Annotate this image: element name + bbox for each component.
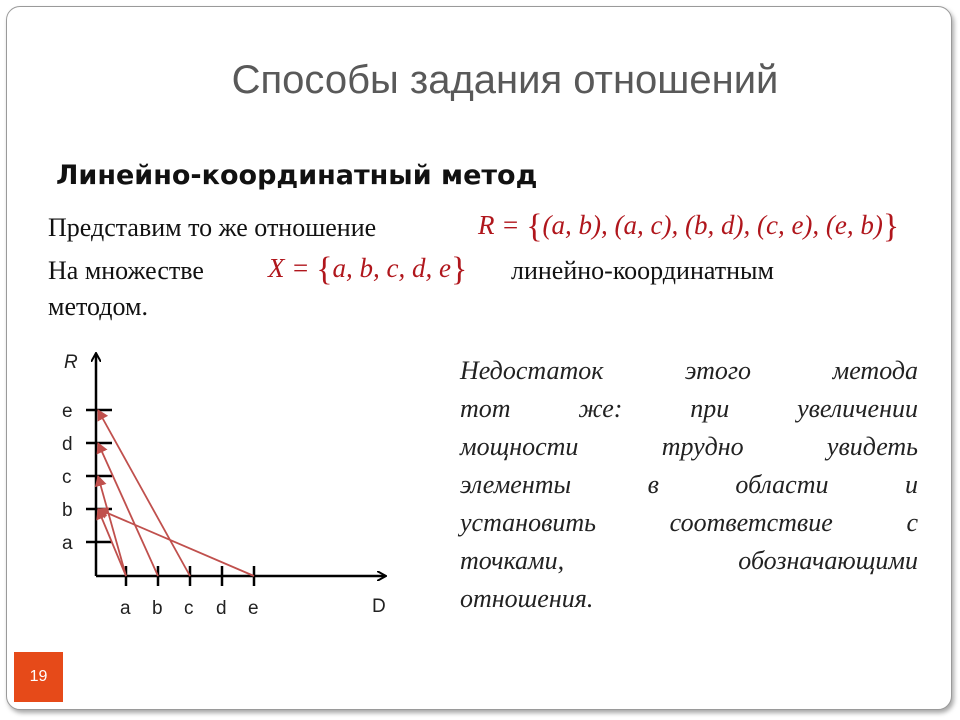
y-tick-label-e: e <box>62 401 73 422</box>
text-line-2 <box>48 256 204 286</box>
y-tick-label-d: d <box>62 434 73 455</box>
formula-r-close-brace: } <box>882 208 900 245</box>
x-axis-label: D <box>372 596 386 617</box>
formula-x-lhs: X = <box>268 253 310 283</box>
formula-r-body: (a, b), (a, c), (b, d), (c, e), (e, b) <box>542 210 883 240</box>
note-line: мощности трудно увидеть <box>460 432 918 461</box>
x-tick-label-e: e <box>248 598 259 619</box>
note-line: отношения. <box>460 584 594 613</box>
page-number-badge: 19 <box>14 652 63 702</box>
slide-title: Способы задания отношений <box>231 58 779 102</box>
formula-relation-r <box>478 208 899 246</box>
note-line: элементы в области и <box>460 470 918 499</box>
text-line-1: Представим то же отношение <box>48 213 377 242</box>
text-line-2-start: На множестве <box>48 256 204 285</box>
note-line: точками, обозначающими <box>460 546 918 575</box>
x-tick-label-d: d <box>216 598 227 619</box>
x-tick-label-a: a <box>120 598 131 619</box>
y-tick-label-b: b <box>62 500 73 521</box>
text-line-2-end: линейно-координатным <box>511 256 774 285</box>
relation-arrow-a-c <box>98 476 126 576</box>
x-tick-label-c: c <box>184 598 194 619</box>
note-line: установить соответствие с <box>460 508 918 537</box>
relation-diagram <box>40 340 410 630</box>
formula-r-lhs: R = <box>478 210 520 240</box>
formula-set-x <box>268 251 467 289</box>
y-tick-label-c: c <box>62 467 72 488</box>
slide-subtitle: Линейно-координатный метод <box>56 160 538 191</box>
y-tick-label-a: a <box>62 533 73 554</box>
formula-x-close-brace: } <box>451 251 468 288</box>
formula-x-body: a, b, c, d, e <box>332 253 452 283</box>
formula-x-open-brace: { <box>316 251 333 288</box>
drawback-note <box>460 352 918 618</box>
y-axis-label: R <box>64 352 78 373</box>
text-line-3: методом. <box>48 292 148 321</box>
formula-r-open-brace: { <box>526 208 543 245</box>
note-line: Недостаток этого метода <box>460 356 918 385</box>
x-tick-label-b: b <box>152 598 163 619</box>
relation-arrow-c-e <box>98 410 190 576</box>
note-line: тот же: при увеличении <box>460 394 918 423</box>
